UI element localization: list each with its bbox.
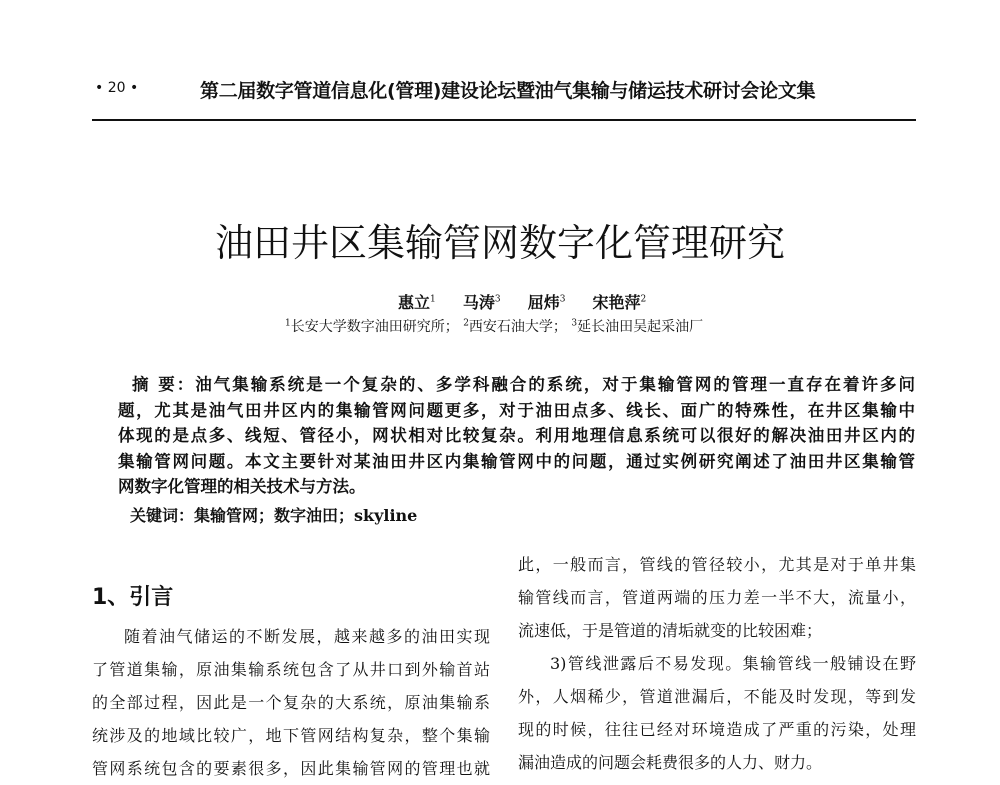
body-line: 流速低，于是管道的清垢就变的比较困难； — [518, 621, 823, 640]
section-heading: 1、引言 — [92, 585, 174, 610]
authors — [398, 290, 668, 313]
author: 惠立$^1$ — [398, 293, 436, 312]
body-line: 外，人烟稀少，管道泄漏后，不能及时发现，等到发 — [518, 687, 916, 706]
author: 屈炜$^3$ — [527, 293, 566, 312]
abstract-line: 体现的是点多、线短、管径小，网状相对比较复杂。利用地理信息系统可以很好的解决油田井区内的 — [118, 426, 915, 445]
body-line: 输管线而言，管道两端的压力差一半不大，流量小， — [518, 588, 916, 607]
body-line: 统涉及的地域比较广，地下管网结构复杂，整个集输 — [92, 726, 490, 745]
abstract — [118, 372, 915, 500]
body-line: 现的时候，往往已经对环境造成了严重的污染，处理 — [518, 720, 916, 739]
body-line: 随着油气储运的不断发展，越来越多的油田实现 — [124, 627, 490, 646]
abstract-line: 集输管网问题。本文主要针对某油田井区内集输管网中的问题，通过实例研究阐述了油田井区集输管 — [118, 451, 915, 471]
paper-title: 油田井区集输管网数字化管理研究 — [214, 221, 785, 265]
proceedings-title: 第二届数字管道信息化(管理)建设论坛暨油气集输与储运技术研讨会论文集 — [200, 80, 816, 102]
body-line: 此，一般而言，管线的管径较小，尤其是对于单井集 — [518, 555, 916, 574]
body-line: 3)管线泄露后不易发现。集输管线一般铺设在野 — [550, 654, 916, 673]
abstract-line: 摘 要：油气集输系统是一个复杂的、多学科融合的系统，对于集输管网的管理一直存在着许多问 — [132, 375, 915, 394]
left-column — [92, 620, 490, 785]
right-column — [518, 548, 916, 779]
body-line: 漏油造成的问题会耗费很多的人力、财力。 — [518, 753, 823, 772]
abstract-line: 网数字化管理的相关技术与方法。 — [118, 477, 366, 496]
body-line: 了管道集输，原油集输系统包含了从井口到外输首站 — [92, 660, 490, 679]
abstract-line: 题，尤其是油气田井区内的集输管网问题更多，对于油田点多、线长、面广的特殊性，在井区集输中 — [118, 400, 915, 420]
author: 宋艳萍$^2$ — [592, 293, 647, 312]
author: 马涛$^3$ — [462, 293, 501, 312]
body-line: 的全部过程，因此是一个复杂的大系统，原油集输系 — [92, 693, 490, 712]
body-line: 管网系统包含的要素很多，因此集输管网的管理也就 — [92, 759, 490, 778]
keywords: 关键词：集输管网；数字油田；skyline — [130, 506, 418, 525]
page-number: • 20 • — [95, 80, 139, 96]
affiliations: $^1$长安大学数字油田研究所； $^2$西安石油大学； $^3$延长油田吴起采油厂 — [285, 318, 704, 335]
header-rule — [92, 119, 916, 121]
